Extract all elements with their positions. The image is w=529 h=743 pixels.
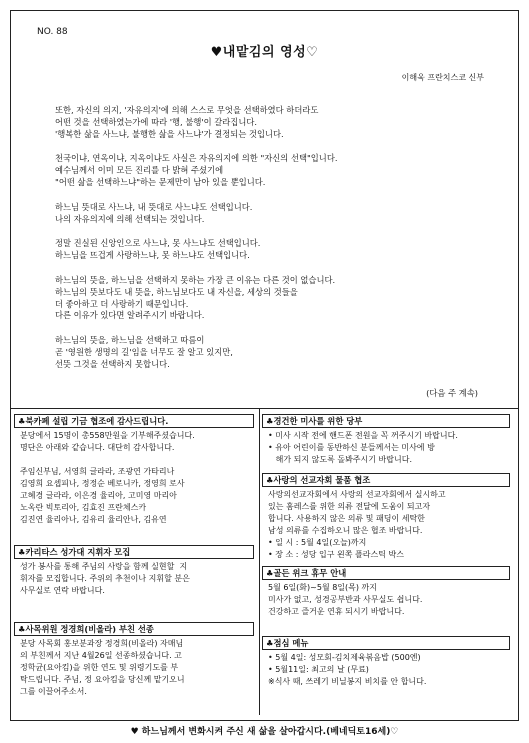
notice-line: 분당 사목회 홍보분과장 정경희(비올라) 자매님 <box>20 639 184 648</box>
notice-content <box>262 580 510 618</box>
notice-line: 노옥란 빅토리아, 김효진 프란체스카 <box>20 503 147 512</box>
article-line: "어떤 삶을 선택하느냐"하는 문제만이 남아 있을 뿐입니다. <box>55 176 266 187</box>
notice-title: ♣카리타스 성가대 지휘자 모집 <box>14 545 254 559</box>
notice-content <box>262 487 510 561</box>
article-paragraph <box>55 275 495 322</box>
notice-title: ♣경건한 미사를 위한 당부 <box>262 414 510 428</box>
notice-line: 사랑의선교자회에서 사랑의 선교자회에서 실시하고 <box>268 490 446 499</box>
article-line: '행복한 삶을 사느냐, 불행한 삶을 사느냐'가 결정되는 것입니다. <box>55 128 284 139</box>
notice-line: 휘자를 모집합니다. 주위의 추천이나 지휘할 분은 <box>20 574 190 583</box>
notice-line: 고혜경 글라라, 이은경 율리아, 고미영 마리아 <box>20 491 177 500</box>
article-paragraph <box>55 335 495 370</box>
article-line: 하느님의 뜻을, 하느님을 선택하고 따름이 <box>55 335 205 346</box>
article-body <box>55 105 495 384</box>
notice-line: 김영희 요셉피나, 정정순 베로니카, 정영희 로사 <box>20 479 185 488</box>
article-paragraph <box>55 105 495 140</box>
article-author: 이해욱 프란치스코 신부 <box>401 73 484 82</box>
article-line: 다른 이유가 있다면 알려주시기 바랍니다. <box>55 310 205 321</box>
notice-line: • 미사 시작 전에 핸드폰 전원을 꼭 꺼주시기 바랍니다. <box>268 431 458 440</box>
article-line: 예수님께서 이미 모든 진리를 다 밝혀 주셨기에 <box>55 165 224 176</box>
notice-box <box>262 636 510 688</box>
article-line: 정말 진실된 신앙인으로 사느냐, 못 사느냐도 선택입니다. <box>55 238 261 249</box>
notice-line: 성가 봉사를 통해 주님의 사랑을 함께 실현할 지 <box>20 562 188 571</box>
notice-line: 정학균(요아킴)을 위한 연도 및 위령기도를 부 <box>20 663 179 672</box>
article-line: 곧 '영원한 생명의 길'임을 너무도 잘 알고 있지만, <box>55 346 233 357</box>
notice-line: 5월 6일(화)~5월 8일(목) 까지 <box>268 583 377 592</box>
notice-box <box>262 473 510 561</box>
notice-title: ♣골든 위크 휴무 안내 <box>262 566 510 580</box>
notice-box <box>14 414 254 526</box>
notice-line: • 일 시 : 5월 4일(오늘)까지 <box>268 538 367 547</box>
article-line: 어떤 것을 선택하였는가에 따라 '행, 불행'이 갈라집니다. <box>55 116 257 127</box>
article-paragraph <box>55 238 495 262</box>
notice-line: • 장 소 : 성당 입구 왼쪽 플라스틱 박스 <box>268 550 404 559</box>
article-line: 천국이냐, 연옥이냐, 지옥이냐도 사실은 자유의지에 의한 "자신의 선택"입니다. <box>55 153 338 164</box>
notice-content <box>14 428 254 526</box>
notice-line: 그를 이끌어주소서. <box>20 687 87 696</box>
article-line: 하느님의 뜻을, 하느님을 선택하지 못하는 가장 큰 이유는 다른 것이 없습니다. <box>55 274 336 285</box>
article-line: 선뜻 그것을 선택하지 못합니다. <box>55 358 170 369</box>
article-line: 또한, 자신의 의지, '자유의지'에 의해 스스로 무엇을 선택하였다 하더라도 <box>55 105 319 115</box>
article-paragraph <box>55 202 495 226</box>
notice-content <box>262 650 510 688</box>
notice-line: 있는 홈레스를 위한 의류 전달에 도움이 되고자 <box>268 502 431 511</box>
notice-title: ♣사목위원 정경희(비올라) 부친 선종 <box>14 622 254 636</box>
article-line: 하느님을 뜨겁게 사랑하느냐, 못 하느냐도 선택입니다. <box>55 250 250 261</box>
continued-note: (다음 주 계속) <box>426 388 478 398</box>
notice-line: ※식사 때, 쓰레기 비닐봉지 비치를 안 합니다. <box>268 677 427 686</box>
notice-line: 명단은 아래와 같습니다. 대단히 감사합니다. <box>20 443 175 452</box>
notice-title: ♣북카페 설립 기금 협조에 감사드립니다. <box>14 414 254 428</box>
notice-line: 건강하고 즐거운 연휴 되시기 바랍니다. <box>268 607 405 616</box>
notice-content <box>262 428 510 466</box>
notice-box <box>14 545 254 597</box>
notice-line: 남성 의류를 수집하오니 많은 협조 바랍니다. <box>268 526 423 535</box>
notice-line: 의 부친께서 지난 4월26일 선종하셨습니다. 고 <box>20 651 182 660</box>
column-divider <box>259 408 260 715</box>
notice-box <box>14 622 254 698</box>
notice-content <box>14 636 254 698</box>
notice-title: ♣사랑의 선교자회 물품 협조 <box>262 473 510 487</box>
notice-line: 미사가 없고, 성경공부반과 사무실도 쉽니다. <box>268 595 423 604</box>
notice-line: 탁드립니다. 주님, 정 요아킴을 당신께 맡기오니 <box>20 675 185 684</box>
notice-line: 합니다. 사용하지 않은 의류 및 패딩이 세탁한 <box>268 514 425 523</box>
notice-line: • 5월 4일: 성모회-김치제육볶음밥 (500엔) <box>268 653 421 662</box>
article-section <box>11 11 518 409</box>
notice-line: 주임신부님, 서영희 글라라, 조광연 가타리나 <box>20 467 175 476</box>
notice-box <box>262 414 510 466</box>
notice-line: • 5월11일: 최고의 날 (무료) <box>268 665 369 674</box>
issue-number: NO. 88 <box>37 27 68 37</box>
article-line: 하느님 뜻대로 사느냐, 내 뜻대로 사느냐도 선택입니다. <box>55 201 253 212</box>
notice-line: 사무실로 연락 바랍니다. <box>20 586 105 595</box>
notice-line <box>20 454 250 466</box>
footer-quote: ♥ 하느님께서 변화시켜 주신 새 삶을 살아갑시다.(베네딕토16세)♡ <box>130 727 399 737</box>
notice-line: 분당에서 15명이 총558만원을 기부해주셨습니다. <box>20 431 195 440</box>
article-paragraph <box>55 153 495 188</box>
notice-content <box>14 559 254 597</box>
notice-line: • 유아 어린이를 동반하신 분들께서는 미사에 방 <box>268 443 435 452</box>
notice-line: 김진연 율리아나, 김유리 율리안나, 김유연 <box>20 515 167 524</box>
article-line: 더 좋아하고 더 사랑하기 때문입니다. <box>55 298 189 309</box>
article-title: ♥내맡김의 영성♡ <box>210 45 319 60</box>
article-line: 하느님의 뜻보다도 내 뜻을, 하느님보다도 내 자신을, 세상의 것들을 <box>55 286 298 297</box>
notice-line: 해가 되지 않도록 돌봐주시기 바랍니다. <box>268 455 412 464</box>
article-line: 나의 자유의지에 의해 선택되는 것입니다. <box>55 213 205 224</box>
notice-box <box>262 566 510 618</box>
notice-title: ♣점심 메뉴 <box>262 636 510 650</box>
